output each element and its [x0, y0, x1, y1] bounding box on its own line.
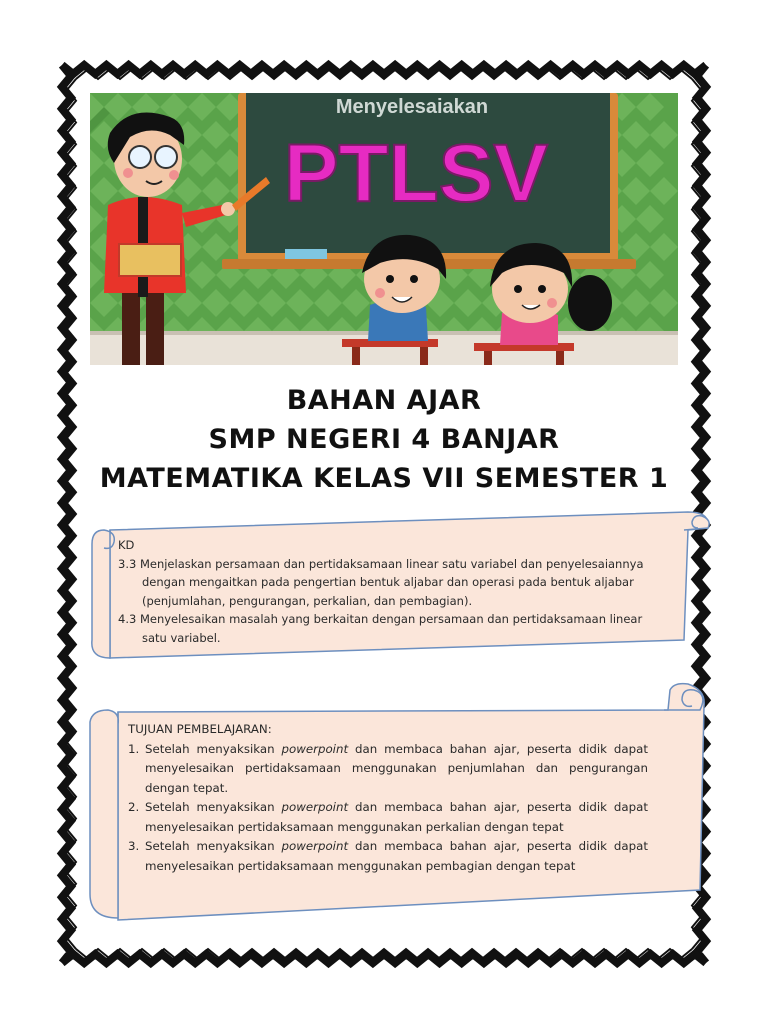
title-line-2: SMP NEGERI 4 BANJAR: [208, 424, 560, 455]
kd-item-4-3: 4.3 Menyelesaikan masalah yang berkaitan dengan persamaan dan pertidaksamaan linear satu variabel.: [118, 612, 643, 645]
kd-item-3-3: 3.3 Menjelaskan persamaan dan pertidaksamaan linear satu variabel dan penyelesaiannya dengan mengaitkan pada pengertian bentuk aljabar dan operasi pada bentuk aljabar (penjumlahan, pengurangan, perkalian, dan pembagian).: [118, 556, 644, 608]
title-line-1: BAHAN AJAR: [286, 385, 482, 416]
hero-headline: PTLSV: [283, 128, 549, 219]
objective-list: [128, 740, 648, 877]
tujuan-heading: TUJUAN PEMBELAJARAN:: [128, 722, 272, 736]
hero-subtitle: Menyelesaiakan: [335, 96, 489, 118]
hero-illustration: [90, 93, 678, 365]
title-block: [52, 381, 716, 498]
objective-item-2: 2. Setelah menyaksikan powerpoint dan membaca bahan ajar, peserta didik dapat menyelesaikan pertidaksamaan menggunakan perkalian dengan tepat: [128, 800, 648, 834]
objective-item-1: 1. Setelah menyaksikan powerpoint dan membaca bahan ajar, peserta didik dapat menyelesaikan pertidaksamaan menggunakan penjumlahan dan pengurangan dengan tepat.: [128, 741, 648, 795]
objective-item-3: 3. Setelah menyaksikan powerpoint dan membaca bahan ajar, peserta didik dapat menyelesaikan pertidaksamaan menggunakan pembagian dengan tepat: [128, 839, 648, 873]
kd-scroll-box: [88, 508, 714, 660]
kd-heading: KD: [118, 538, 135, 552]
title-line-3: MATEMATIKA KELAS VII SEMESTER 1: [99, 463, 669, 494]
page-frame: [52, 55, 716, 973]
tujuan-scroll-box: [88, 680, 714, 922]
